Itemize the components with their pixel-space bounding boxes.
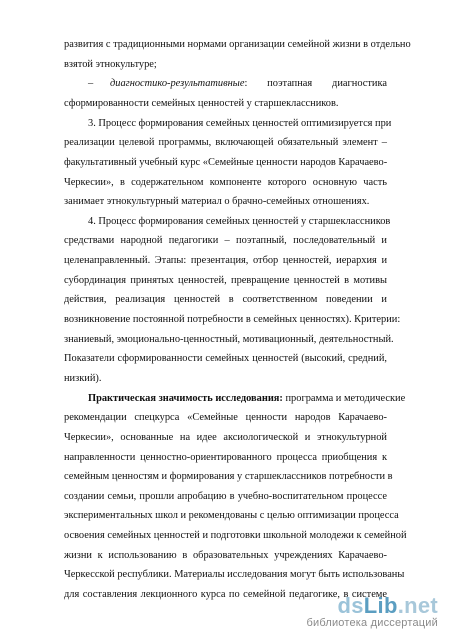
- text-line: средствами народной педагогики – поэтапный, последовательный и: [64, 235, 387, 246]
- text-line: 4. Процесс формирования семейных ценностей у старшеклассников: [88, 216, 391, 227]
- text-line: взятой этнокультуре;: [64, 59, 157, 70]
- text-line: низкий).: [64, 373, 102, 384]
- text-line: реализации целевой программы, включающей обязательный элемент –: [64, 137, 387, 148]
- list-dash: –: [88, 78, 94, 89]
- text-line: [88, 392, 406, 406]
- text-line: сформированности семейных ценностей у старшеклассников.: [64, 98, 339, 109]
- italic-term: диагностико-результативные: [110, 78, 245, 89]
- text-line: Показатели сформированности семейных ценностей (высокий, средний,: [64, 353, 387, 364]
- text-line: возникновение постоянной потребности в семейных ценностях). Критерии:: [64, 314, 401, 325]
- text-line: факультативный учебный курс «Семейные ценности народов Карачаево-: [64, 157, 388, 168]
- text-line: знаниевый, эмоционально-ценностный, мотивационный, деятельностный.: [64, 334, 394, 345]
- watermark-subtitle: библиотека диссертаций: [306, 617, 438, 629]
- text-line: для составления лекционного курса по семейной педагогике, в системе: [64, 589, 387, 600]
- watermark-logo: dsLib.net: [337, 593, 438, 618]
- text-line: направленности ценностно-ориентированного процесса приобщения к: [64, 452, 387, 463]
- text-line: рекомендации спецкурса «Семейные ценности народов Карачаево-: [64, 412, 387, 423]
- text-line: Черкесии», в содержательном компоненте которого основную часть: [64, 177, 387, 188]
- bold-heading: Практическая значимость исследования:: [88, 393, 283, 404]
- text-line: [64, 77, 387, 91]
- text-line: Черкесской республики. Материалы исследования могут быть использованы: [64, 569, 405, 580]
- text-run: : поэтапная диагностика: [244, 78, 387, 89]
- text-line: семейным ценностям и формирования у старшеклассников потребности в: [64, 471, 393, 482]
- text-line: освоения семейных ценностей и подготовки школьной молодежи к семейной: [64, 530, 407, 541]
- text-line: 3. Процесс формирования семейных ценностей оптимизируется при: [88, 118, 392, 129]
- text-line: жизни к использованию в образовательных учреждениях Карачаево-: [64, 550, 387, 561]
- text-line: Черкесии», основанные на идее аксиологической и этнокультурной: [64, 432, 387, 443]
- text-line: действия, реализация ценностей в соответственном поведении и: [64, 294, 387, 305]
- text-line: занимает этнокультурный материал о брачно-семейных отношениях.: [64, 196, 370, 207]
- text-run: программа и методические: [282, 393, 406, 404]
- text-line: целенаправленный. Этапы: презентация, отбор ценностей, иерархия и: [64, 255, 387, 266]
- site-watermark: [306, 595, 438, 629]
- text-line: субординация принятых ценностей, превращение ценностей в мотивы: [64, 275, 387, 286]
- text-line: экспериментальных школ и рекомендованы с целью оптимизации процесса: [64, 510, 399, 521]
- text-line: создании семьи, прошли апробацию в учебно-воспитательном процессе: [64, 491, 387, 502]
- text-line: развития с традиционными нормами организации семейной жизни в отдельно: [64, 39, 411, 50]
